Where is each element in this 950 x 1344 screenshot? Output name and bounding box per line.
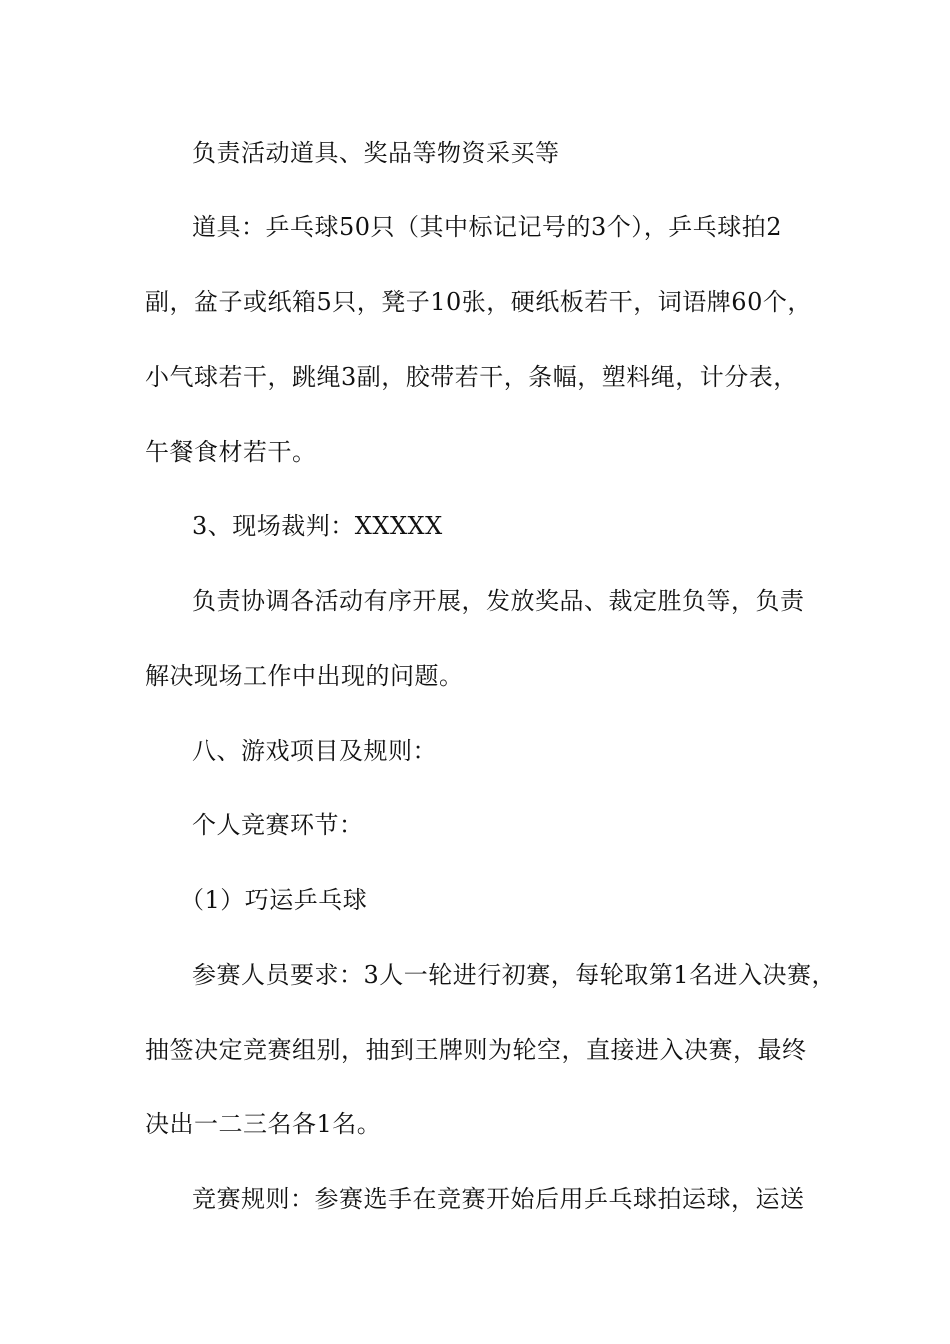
paragraph-props-line-1: 道具：乒乓球50只（其中标记记号的3个），乒乓球拍2 (192, 213, 783, 241)
paragraph-props-line-4: 午餐食材若干。 (145, 438, 317, 466)
paragraph-props-line-2: 副，盆子或纸箱5只，凳子10张，硬纸板若干，词语牌60个， (145, 288, 812, 316)
paragraph-participants-line-3: 决出一二三名各1名。 (145, 1110, 382, 1138)
paragraph-props-line-3: 小气球若干，跳绳3副，胶带若干，条幅，塑料绳，计分表， (145, 363, 798, 391)
heading-onsite-referee: 3、现场裁判：XXXXX (192, 512, 443, 540)
paragraph-supplies-duty: 负责活动道具、奖品等物资采买等 (192, 139, 560, 167)
paragraph-competition-rules-line-1: 竞赛规则：参赛选手在竞赛开始后用乒乓球拍运球，运送 (192, 1185, 805, 1213)
paragraph-participants-line-1: 参赛人员要求：3人一轮进行初赛，每轮取第1名进入决赛， (192, 961, 837, 989)
paragraph-referee-duty-line-2: 解决现场工作中出现的问题。 (145, 662, 464, 690)
heading-ping-pong-relay: （1）巧运乒乓球 (180, 886, 368, 914)
heading-individual-competition: 个人竞赛环节： (192, 811, 364, 839)
paragraph-participants-line-2: 抽签决定竞赛组别，抽到王牌则为轮空，直接进入决赛，最终 (145, 1036, 807, 1064)
heading-game-items-rules: 八、游戏项目及规则： (192, 737, 437, 765)
paragraph-referee-duty-line-1: 负责协调各活动有序开展，发放奖品、裁定胜负等，负责 (192, 587, 805, 615)
